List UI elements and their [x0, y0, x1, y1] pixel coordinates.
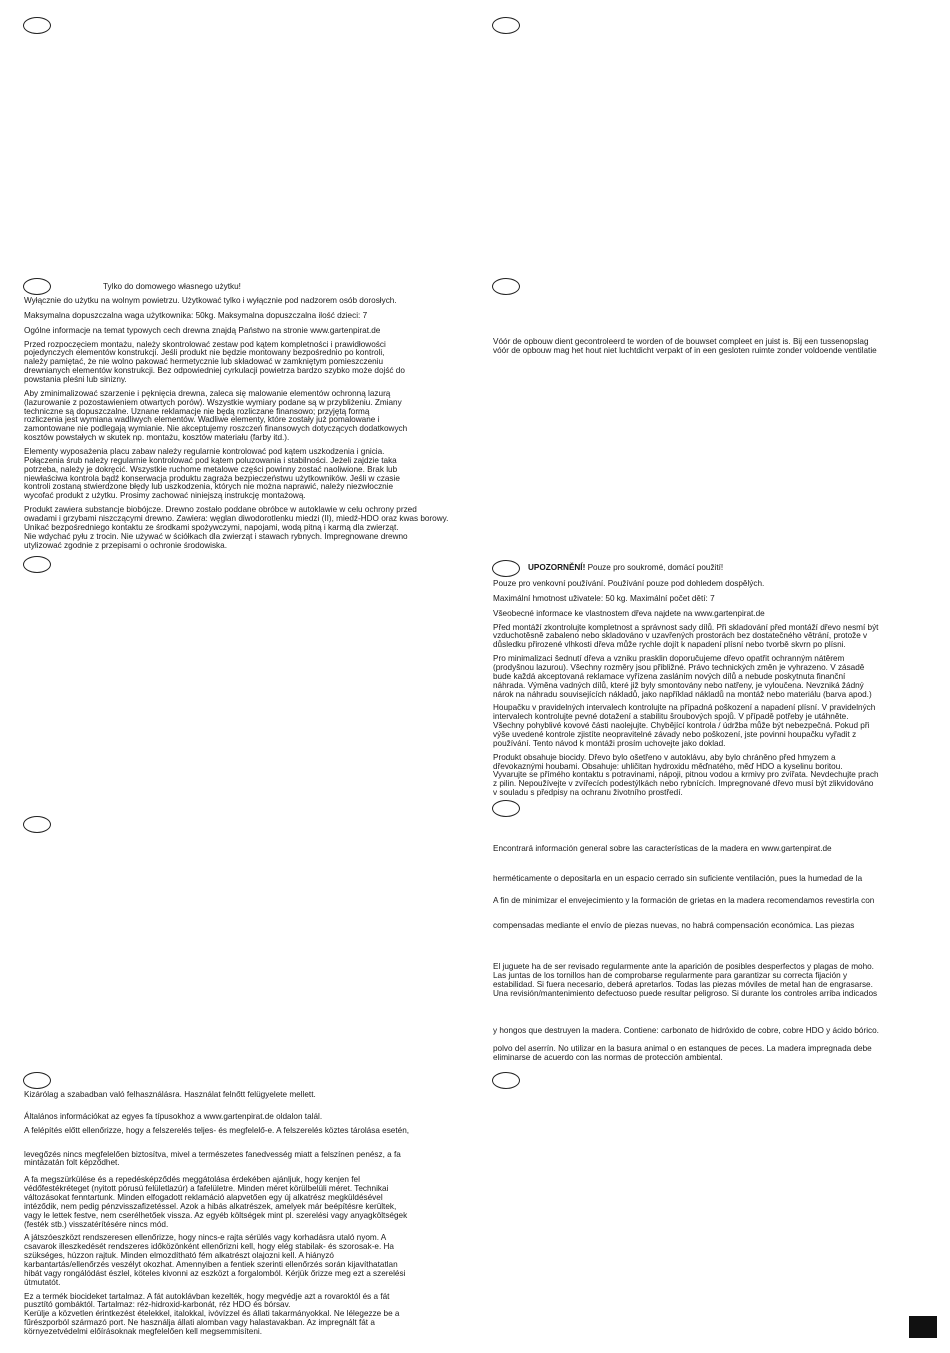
spanish-text: Encontrará información general sobre las características de la madera en www.gartenpirat.de: [493, 844, 832, 853]
czech-line: Maximální hmotnost uživatele: 50 kg. Maximální počet dětí: 7: [493, 593, 715, 603]
polish-paragraph: Przed rozpoczęciem montażu, należy skontrolować zestaw pod kątem kompletności i prawidłowości pojedynczych elementów konstrukcji. Jeśli produkt nie będzie montowany bezpośrednio po kontroli, należy pamiętać, że nie wolno pakować hermetycznie lub składować w zamkniętym pomieszczeniu drewnianych elementów konstrukcji. Bez odpowiedniej cyrkulacji powietrza bardzo szybko może dojść do powstania pleśni lub sinizny.: [24, 339, 405, 385]
hungarian-line: Általános információkat az egyes fa típusokhoz a www.gartenpirat.de oldalon talál.: [24, 1111, 323, 1121]
czech-title: [528, 564, 723, 573]
czech-paragraph: Houpačku v pravidelných intervalech kontrolujte na případná poškození a napadení plísní. V pravidelných intervalech kontrolujte pevné dotažení a stabilitu šroubových spojů. V případě potřeby je utáhněte. Všechny pohyblivé kovové části naolejujte. Chybějící kontrola / údržba může být nebezpečná. Pokud při výše uvedené kontrole zjistíte neopravitelné závady nebo poškození, jste povinni houpačku vyřadit z používání. Tento návod k montáži prosím uchovejte jako doklad.: [493, 703, 876, 748]
hungarian-line: A felépítés előtt ellenőrizze, hogy a felszerelés teljes- és megfelelő-e. A felszerelés köztes tárolása esetén,: [24, 1125, 410, 1135]
spanish-paragraph: [493, 963, 931, 1003]
page-marker: [909, 1316, 937, 1338]
hungarian-paragraph: levegőzés nincs megfelelően biztosítva, mivel a természetes fanedvesség miatt a felszínen penész, a fa mintázatán folt képződhet.: [24, 1149, 401, 1168]
flag-nl-icon: [492, 278, 520, 295]
polish-title: Tylko do domowego własnego użytku!: [103, 282, 241, 291]
czech-paragraph: Pro minimalizaci šednutí dřeva a vzniku prasklin doporučujeme dřevo opatřit ochranným nátěrem (prodyšnou lazurou). Všechny rozměry jsou přibližné. Právo technických změn je vyhrazeno. V zásadě bude každá akceptovaná reklamace vyřízena zasláním nových dílů a nebude poskytnuta finanční náhrada. Výměna vadných dílů, které již byly smontovány nebo natřeny, je vyloučena. Nevzniká žádný nárok na náhradu souvisejících nákladů, jako například nákladů na montáž nebo materiálu (barva apod.): [493, 654, 872, 699]
polish-paragraph: Aby zminimalizować szarzenie i pęknięcia drewna, zaleca się malowanie elementów ochronną lazurą (lazurowanie z pozostawieniem otwartych porów). Wszystkie wymiary podane są w przybliżeniu. Zmiany techniczne są dopuszczalne. Uznane reklamacje nie będą rozliczane finansowo; przyjętą formą rozliczenia jest wymiana wadliwych elementów. Wadliwe elementy, które zostały już pomalowane i zamontowane nie podlegają wymianie. Nie akceptujemy roszczeń finansowych dotyczących dodatkowych kosztów powstałych w skutek np. montażu, kosztów materiału (farby itd.).: [24, 388, 408, 443]
czech-paragraph: Před montáží zkontrolujte kompletnost a správnost sady dílů. Při skladování před montáží dřevo nesmí být vzduchotěsně zabaleno nebo skladováno v uzavřených prostorách bez dostatečného větrání, protože v důsledku přirozené vlhkosti dřeva může rychle dojít k napadení plísní nebo tvorbě skvrn po plísni.: [493, 622, 879, 650]
spanish-text: compensadas mediante el envío de piezas nuevas, no habrá compensación económica. Las piezas: [493, 921, 855, 930]
spanish-line: [493, 875, 931, 889]
spanish-line: [493, 897, 931, 911]
flag-placeholder-icon: [23, 556, 51, 573]
dutch-paragraph: Vóór de opbouw dient gecontroleerd te worden of de bouwset compleet en juist is. Bij een tussenopslag vóór de opbouw mag het hout niet luchtdicht verpakt of in een gesloten ruimte zonder voldoende ventilatie: [493, 337, 877, 355]
polish-paragraph: Elementy wyposażenia placu zabaw należy regularnie kontrolować pod kątem uszkodzenia i gnicia. Połączenia śrub należy regularnie kontrolować pod kątem poluzowania i stabilności. Jeżeli zajdzie taka potrzeba, należy je dokręcić. Wszystkie ruchome metalowe części powinny zostać naoliwione. Brak lub niewłaściwa kontrola bądź konserwacja produktu zagraża bezpieczeństwu użytkowników. Jeśli w czasie kontroli zostaną stwierdzone błędy lub uszkodzenia, których nie można naprawić, należy niezwłocznie wycofać produkt z użytku. Prosimy zachować niniejszą instrukcję montażową.: [24, 447, 400, 501]
hungarian-section: [24, 1091, 464, 1342]
spanish-text: y hongos que destruyen la madera. Contiene: carbonato de hidróxido de cobre, cobre HDO y ácido bórico.: [493, 1026, 879, 1035]
flag-placeholder-icon: [492, 1072, 520, 1089]
dutch-section: [493, 338, 931, 361]
czech-line: Pouze pro venkovní používání. Používání pouze pod dohledem dospělých.: [493, 579, 765, 588]
hungarian-paragraph: Ez a termék biocideket tartalmaz. A fát autoklávban kezelték, hogy megvédje azt a rovaroktól és a fát pusztító gombáktól. Tartalmaz: réz-hidroxid-karbonát, réz HDO és bórsav. Kerülje a közvetlen érintkezést ételekkel, italokkal, ivóvízzel és állati takarmányokkal. Ne lélegezze be a fűrészporból származó port. Ne használja állati alomban vagy halastavakban. Az impregnált fát a környezetvédelmi előírásoknak megfelelően kell megsemmisíteni.: [24, 1291, 400, 1337]
flag-placeholder-icon: [23, 816, 51, 833]
flag-hu-icon: [23, 1072, 51, 1089]
polish-line: Ogólne informacje na temat typowych cech drewna znajdą Państwo na stronie www.gartenpirat.de: [24, 325, 381, 335]
hungarian-paragraph: A játszóeszközt rendszeresen ellenőrizze, hogy nincs-e rajta sérülés vagy korhadásra utaló nyom. A csavarok illeszkedését rendszeres időközönként ellenőrizni kell, hogy elég stabilak- és szorosak-e. Ha szükséges, húzzon rajtuk. Minden elmozdítható fém alkatrészt olajozni kell. A hiányzó karbantartás/ellenőrzés veszélyt okozhat. Amennyiben a fentiek szerinti ellenőrzés során kijavíthatatlan hibát vagy rongálódást észlel, köteles kivonni az eszközt a forgalomból. Kérjük őrizze meg ezt a szerelési útmutatót.: [24, 1233, 406, 1287]
hungarian-line: Kizárólag a szabadban való felhasználásra. Használat felnőtt felügyelete mellett.: [24, 1090, 316, 1099]
flag-pl-icon: [23, 278, 51, 295]
flag-placeholder-icon: [492, 17, 520, 34]
spanish-paragraph: [493, 1045, 931, 1068]
polish-line: Maksymalna dopuszczalna waga użytkownika: 50kg. Maksymalna dopuszczalna ilość dzieci: 7: [24, 310, 368, 320]
spanish-text: herméticamente o depositarla en un espacio cerrado sin suficiente ventilación, pues la humedad de la: [493, 874, 863, 883]
spanish-line: [493, 845, 931, 859]
czech-paragraph: Produkt obsahuje biocidy. Dřevo bylo ošetřeno v autoklávu, aby bylo chráněno před hmyzem a dřevokaznými houbami. Obsahuje: uhličitan hydroxidu měďnatého, měď HDO a kyselinu boritou. Vyvarujte se přímého kontaktu s potravinami, nápoji, pitnou vodou a krmivy pro zvířata. Nevdechujte prach z pilin. Nepoužívejte v zvířecích podestýlkách nebo rybnících. Impregnované dřevo musí být zlikvidováno v souladu s předpisy na ochranu životního prostředí.: [493, 752, 879, 798]
polish-line: Wyłącznie do użytku na wolnym powietrzu. Użytkować tylko i wyłącznie pod nadzorem osób dorosłych.: [24, 296, 397, 305]
czech-line: Všeobecné informace ke vlastnostem dřeva najdete na www.gartenpirat.de: [493, 608, 765, 618]
polish-section: [24, 297, 464, 555]
spanish-line: [493, 922, 931, 936]
spanish-text: polvo del aserrín. No utilizar en la basura animal o en estanques de peces. La madera impregnada debe eliminarse de acuerdo con las normas de protección ambiental.: [493, 1044, 872, 1062]
spanish-text: El juguete ha de ser revisado regularmente ante la aparición de posibles desperfectos y plagas de moho. Las juntas de los tornillos han de comprobarse regularmente para garantizar su correcta fijación y estabilidad. Si fuera necesario, deberá apretarlos. Todas las piezas móviles de metal han de engrasarse. Una revisión/mantenimiento defectuoso puede resultar peligroso. Si durante los controles arriba indicados: [493, 962, 878, 998]
spanish-line: [493, 1027, 931, 1041]
spanish-text: A fin de minimizar el envejecimiento y la formación de grietas en la madera recomendamos revestirla con: [493, 896, 875, 905]
hungarian-paragraph: A fa megszürkülése és a repedésképződés meggátolása érdekében ajánljuk, hogy kenjen fel védőfestékréteget (nyitott pórusú felületlazúr) a fafelületre. Minden méret körülbelüli méret. Technikai változásokat fenntartunk. Minden elfogadott reklamáció alapvetően egy új alkatrész megküldésével intéződik, nem pedig pénzvisszafizetéssel. Azok a hibás alkatrészek, amelyek már beépítésre kerültek, vagy le lettek festve, nem cserélhetőek vissza. Az egyéb költségek mint pl. szerelési vagy anyagköltségek (festék stb.) visszatérítésére nincs mód.: [24, 1175, 408, 1229]
czech-title-text: Pouze pro soukromé, domácí použití!: [585, 563, 724, 572]
polish-paragraph: Produkt zawiera substancje biobójcze. Drewno zostało poddane obróbce w autoklawie w celu ochrony przed owadami i grzybami niszczącymi drewno. Zawiera: węglan diwodorotlenku miedzi (II), miedź-HDO oraz kwas borowy. Unikać bezpośredniego kontaktu ze środkami spożywczymi, napojami, wodą pitną i karmą dla zwierząt. Nie wdychać pyłu z trocin. Nie używać w ściółkach dla zwierząt i stawach rybnych. Impregnowane drewno utylizować zgodnie z przepisami o ochronie środowiska.: [24, 505, 449, 550]
czech-section: [493, 580, 931, 803]
czech-title-warning: UPOZORNĚNÍ!: [528, 563, 586, 572]
flag-cz-icon: [492, 560, 520, 577]
flag-placeholder-icon: [23, 17, 51, 34]
